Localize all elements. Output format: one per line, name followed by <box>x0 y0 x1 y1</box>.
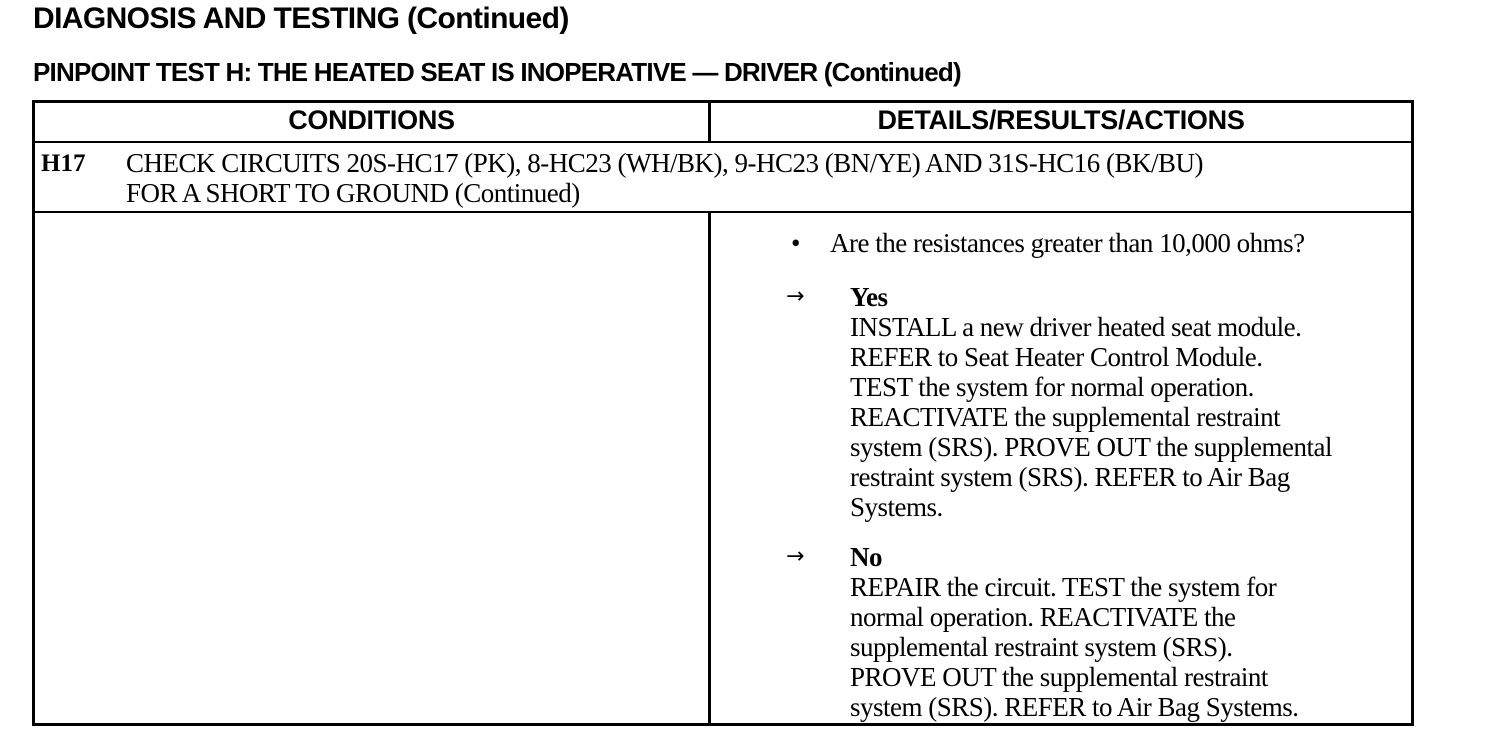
body-column-divider <box>708 211 711 723</box>
bullet-icon: • <box>791 228 800 258</box>
no-action-line: normal operation. REACTIVATE the <box>850 602 1236 632</box>
pinpoint-test-title: PINPOINT TEST H: THE HEATED SEAT IS INOPERATIVE — DRIVER (Continued) <box>33 57 961 87</box>
arrow-right-icon: → <box>786 284 804 309</box>
no-action-line: REPAIR the circuit. TEST the system for <box>850 572 1277 602</box>
step-title <box>126 148 1203 208</box>
no-label: No <box>850 542 882 572</box>
yes-action-line: restraint system (SRS). REFER to Air Bag <box>850 462 1290 492</box>
step-id: H17 <box>41 150 86 177</box>
arrow-right-icon: → <box>786 544 804 569</box>
question-text: Are the resistances greater than 10,000 ohms? <box>830 228 1305 258</box>
yes-action-line: TEST the system for normal operation. <box>850 372 1254 402</box>
header-divider <box>35 141 1411 143</box>
yes-action-line: Systems. <box>850 492 943 522</box>
step-title-line: FOR A SHORT TO GROUND (Continued) <box>126 178 580 208</box>
conditions-column-header: CONDITIONS <box>288 105 455 135</box>
yes-action-line: INSTALL a new driver heated seat module. <box>850 312 1302 342</box>
no-action-line: PROVE OUT the supplemental restraint <box>850 662 1268 692</box>
details-column-header: DETAILS/RESULTS/ACTIONS <box>877 105 1245 135</box>
section-title: DIAGNOSIS AND TESTING (Continued) <box>33 2 569 35</box>
pinpoint-test-table <box>32 100 1414 726</box>
yes-action-line: system (SRS). PROVE OUT the supplemental <box>850 432 1332 462</box>
yes-label: Yes <box>850 282 888 312</box>
no-action-line: system (SRS). REFER to Air Bag Systems. <box>850 692 1299 722</box>
step-title-line: CHECK CIRCUITS 20S-HC17 (PK), 8-HC23 (WH/BK), 9-HC23 (BN/YE) AND 31S-HC16 (BK/BU) <box>126 148 1204 178</box>
yes-action-line: REACTIVATE the supplemental restraint <box>850 402 1281 432</box>
step-divider <box>35 211 1411 213</box>
no-action-line: supplemental restraint system (SRS). <box>850 632 1233 662</box>
yes-action-line: REFER to Seat Heater Control Module. <box>850 342 1263 372</box>
